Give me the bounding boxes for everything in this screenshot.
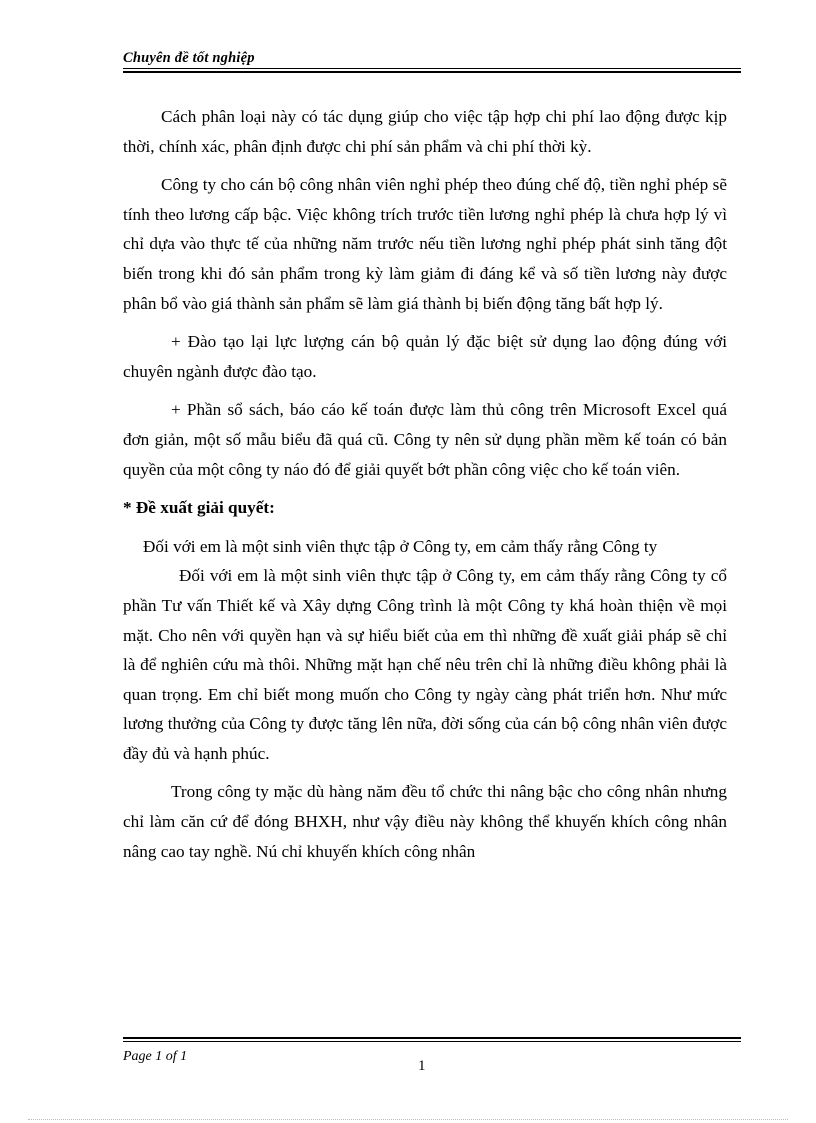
paragraph-cost-classification: Cách phân loại này có tác dụng giúp cho việc tập hợp chi phí lao động được kịp thời, chính xác, phân định được chi phí sản phẩm và chi phí thời kỳ. [123, 107, 727, 156]
document-body [123, 102, 727, 875]
header-rule-top [123, 68, 741, 69]
footer-rule-top [123, 1037, 741, 1039]
paragraph-promotion-exam: Trong công ty mặc dù hàng năm đều tổ chức thi nâng bậc cho công nhân nhưng chỉ làm căn cứ để đóng BHXH, như vậy điều này không thể khuyến khích công nhân nâng cao tay nghề. Nú chỉ khuyến khích công nhân [123, 782, 727, 861]
footer-page-label: Page 1 of 1 [123, 1049, 188, 1064]
paragraph-proposal: Đối với em là một sinh viên thực tập ở Công ty, em cảm thấy rằng Công ty cổ phần Tư vấn Thiết kế và Xây dựng Công trình là một Công ty khá hoàn thiện về mọi mặt. Cho nên với quyền hạn và sự hiểu biết của em thì những đề xuất giải pháp sẽ chỉ là để nghiên cứu mà thôi. Những mặt hạn chế nêu trên chỉ là những điều không phải là quan trọng. Em chỉ biết mong muốn cho Công ty ngày càng phát triển hơn. Như mức lương thưởng của Công ty được tăng lên nữa, đời sống của cán bộ công nhân viên được đầy đủ và hạnh phúc. [123, 566, 727, 763]
page-number: 1 [418, 1058, 426, 1074]
header-title: Chuyên đề tốt nghiệp [123, 50, 255, 66]
footer-rule-bottom [123, 1041, 741, 1042]
paragraph-accounting-software: + Phần sổ sách, báo cáo kế toán được làm thủ công trên Microsoft Excel quá đơn giản, một số mẫu biểu đã quá cũ. Công ty nên sử dụng phần mềm kế toán có bản quyền của một công ty náo đó để giải quyết bớt phần công việc cho kế toán viên. [123, 400, 727, 479]
section-heading-proposal: * Đề xuất giải quyết: [123, 498, 275, 518]
paragraph-training: + Đào tạo lại lực lượng cán bộ quản lý đặc biệt sử dụng lao động đúng với chuyên ngành được đào tạo. [123, 332, 727, 381]
page-edge-divider [28, 1119, 788, 1120]
header-rule-bottom [123, 71, 741, 73]
paragraph-leave-pay: Công ty cho cán bộ công nhân viên nghỉ phép theo đúng chế độ, tiền nghỉ phép sẽ tính theo lương cấp bậc. Việc không trích trước tiền lương nghỉ phép là chưa hợp lý vì chỉ dựa vào thực tế của những năm trước nếu tiền lương nghỉ phép phát sinh tăng đột biến trong khi đó sản phẩm trong kỳ làm giảm đi đáng kể và số tiền lương này được phân bổ vào giá thành sản phẩm sẽ làm giá thành bị biến động tăng bất hợp lý. [123, 175, 727, 313]
paragraph-proposal-fragment: Đối với em là một sinh viên thực tập ở Công ty, em cảm thấy rằng Công ty [143, 536, 658, 556]
